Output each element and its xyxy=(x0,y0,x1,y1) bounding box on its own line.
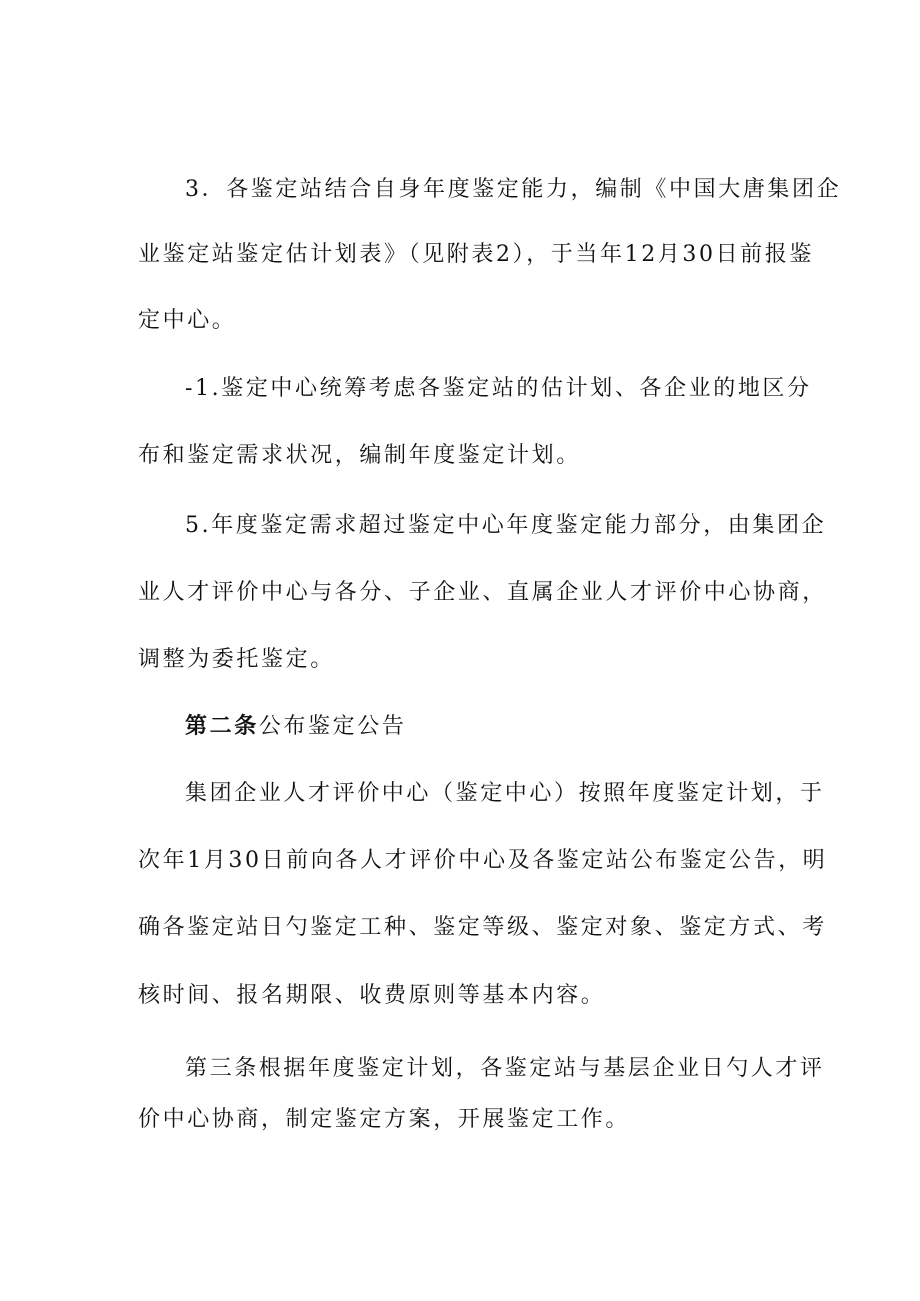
article-3-line-1: 第三条根据年度鉴定计划，各鉴定站与基层企业日勺人才评 xyxy=(185,1056,825,1081)
paragraph-4-line-1: -1.鉴定中心统筹考虑各鉴定站的估计划、各企业的地区分 xyxy=(185,376,812,401)
article-2-title: 公布鉴定公告 xyxy=(258,714,407,739)
paragraph-4-line-2: 布和鉴定需求状况，编制年度鉴定计划。 xyxy=(138,443,581,468)
paragraph-5-line-1: 5.年度鉴定需求超过鉴定中心年度鉴定能力部分，由集团企 xyxy=(185,513,827,538)
paragraph-3-line-3: 定中心。 xyxy=(138,308,237,333)
paragraph-3-line-1: 3．各鉴定站结合自身年度鉴定能力，编制《中国大唐集团企 xyxy=(185,177,842,202)
paragraph-article-2-line-4: 核时间、报名期限、收费原则等基本内容。 xyxy=(138,983,606,1008)
paragraph-3-line-2: 业鉴定站鉴定估计划表》（见附表2），于当年12月30日前报鉴 xyxy=(138,242,814,267)
paragraph-5-line-3: 调整为委托鉴定。 xyxy=(138,647,335,672)
paragraph-article-2-line-1: 集团企业人才评价中心（鉴定中心）按照年度鉴定计划，于 xyxy=(185,781,825,806)
article-2-number: 第二条 xyxy=(185,713,259,739)
paragraph-5-line-2: 业人才评价中心与各分、子企业、直属企业人才评价中心协商， xyxy=(138,580,827,605)
article-3-line-2: 价中心协商，制定鉴定方案，开展鉴定工作。 xyxy=(138,1107,631,1132)
paragraph-article-2-line-3: 确各鉴定站日勺鉴定工种、鉴定等级、鉴定对象、鉴定方式、考 xyxy=(138,915,827,940)
article-2-heading xyxy=(185,711,788,742)
paragraph-article-2-line-2: 次年1月30日前向各人才评价中心及各鉴定站公布鉴定公告，明 xyxy=(138,848,828,873)
